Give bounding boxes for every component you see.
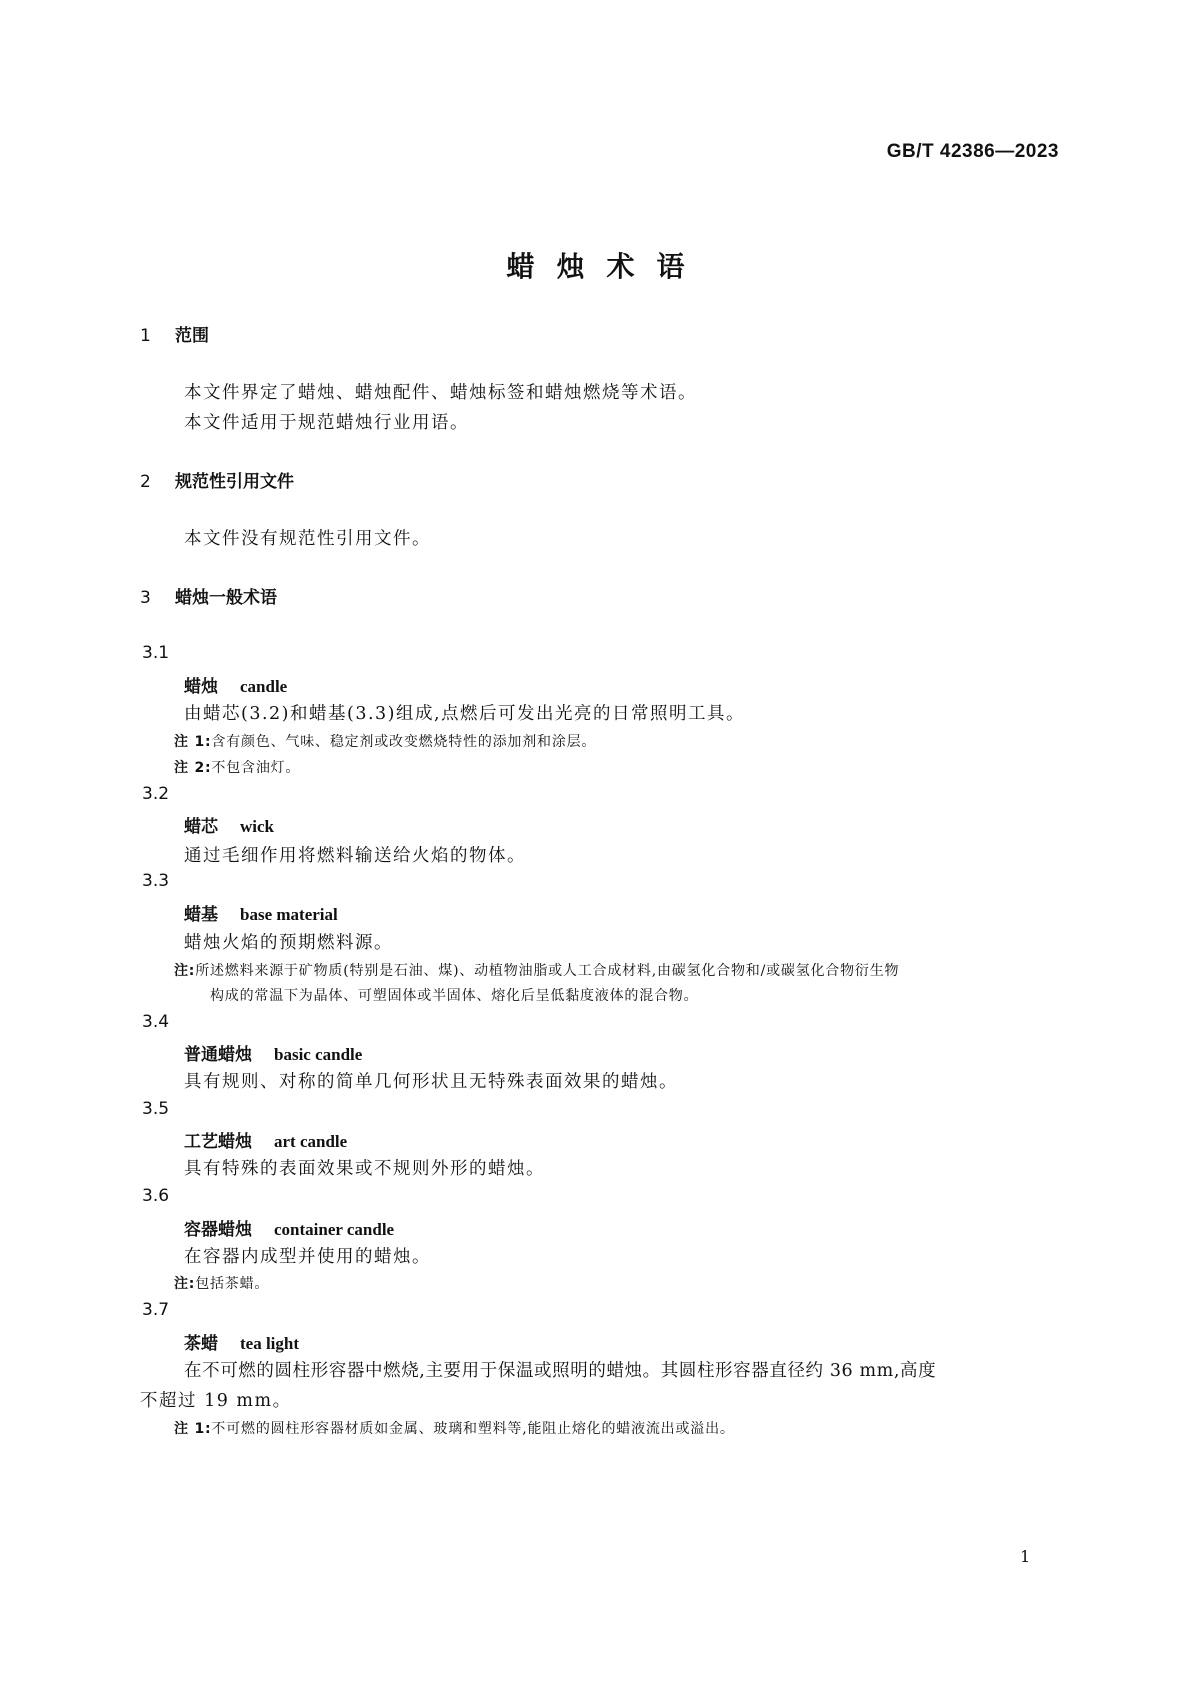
- term-note: [174, 1273, 269, 1293]
- term-zh: 普通蜡烛: [184, 1045, 252, 1065]
- term-note: [174, 1418, 735, 1438]
- note-label: 注 2:: [174, 760, 212, 776]
- term-definition-continuation: 不超过 19 mm。: [140, 1391, 292, 1411]
- term-note: [174, 731, 596, 751]
- paragraph: 本文件界定了蜡烛、蜡烛配件、蜡烛标签和蜡烛燃烧等术语。: [184, 383, 697, 403]
- note-text: 所述燃料来源于矿物质(特别是石油、煤)、动植物油脂或人工合成材料,由碳氢化合物和/或碳氢化合物衍生物: [195, 963, 900, 979]
- paragraph: 本文件没有规范性引用文件。: [184, 529, 431, 549]
- term-definition: 通过毛细作用将燃料输送给火焰的物体。: [184, 846, 526, 866]
- term-zh: 蜡烛: [184, 677, 218, 697]
- term-zh: 容器蜡烛: [184, 1220, 252, 1240]
- term-en: art candle: [274, 1132, 348, 1151]
- term-heading: [184, 1040, 362, 1065]
- section-title: 蜡烛一般术语: [175, 588, 277, 608]
- term-definition: 具有规则、对称的简单几何形状且无特殊表面效果的蜡烛。: [184, 1072, 678, 1092]
- term-number: 3.5: [142, 1099, 170, 1119]
- section-title: 范围: [175, 326, 209, 346]
- term-en: basic candle: [274, 1045, 363, 1064]
- term-en: wick: [240, 817, 274, 836]
- note-text: 不可燃的圆柱形容器材质如金属、玻璃和塑料等,能阻止熔化的蜡液流出或溢出。: [211, 1421, 735, 1437]
- term-note-continuation: 构成的常温下为晶体、可塑固体或半固体、熔化后呈低黏度液体的混合物。: [210, 988, 699, 1004]
- note-label: 注 1:: [174, 734, 212, 750]
- note-label: 注:: [174, 1276, 196, 1292]
- term-heading: [184, 672, 287, 697]
- term-heading: [184, 812, 274, 837]
- document-title: 蜡烛术语: [506, 250, 707, 283]
- section-number: 1: [140, 326, 151, 346]
- term-number: 3.1: [142, 643, 170, 663]
- term-heading: [184, 1127, 347, 1152]
- term-en: base material: [240, 905, 338, 924]
- term-note: [174, 960, 899, 980]
- standard-number: GB/T 42386—2023: [886, 141, 1059, 162]
- note-label: 注 1:: [174, 1421, 212, 1437]
- note-text: 含有颜色、气味、稳定剂或改变燃烧特性的添加剂和涂层。: [211, 734, 597, 750]
- term-en: container candle: [274, 1220, 395, 1239]
- term-number: 3.7: [142, 1300, 170, 1320]
- term-definition: 由蜡芯(3.2)和蜡基(3.3)组成,点燃后可发出光亮的日常照明工具。: [184, 704, 746, 724]
- term-heading: [184, 900, 338, 925]
- section-heading-2: [140, 467, 294, 492]
- term-en: candle: [240, 677, 288, 696]
- term-zh: 工艺蜡烛: [184, 1132, 252, 1152]
- term-zh: 蜡基: [184, 905, 218, 925]
- term-definition: 在不可燃的圆柱形容器中燃烧,主要用于保温或照明的蜡烛。其圆柱形容器直径约 36 mm,高度: [184, 1361, 937, 1381]
- note-text: 不包含油灯。: [211, 760, 301, 776]
- page-number: 1: [1020, 1547, 1031, 1566]
- term-en: tea light: [240, 1334, 300, 1353]
- paragraph: 本文件适用于规范蜡烛行业用语。: [184, 413, 469, 433]
- term-number: 3.6: [142, 1186, 170, 1206]
- note-label: 注:: [174, 963, 196, 979]
- term-number: 3.3: [142, 871, 170, 891]
- section-heading-3: [140, 583, 277, 608]
- section-title: 规范性引用文件: [175, 472, 294, 492]
- note-text: 包括茶蜡。: [195, 1276, 270, 1292]
- term-note: [174, 757, 300, 777]
- term-definition: 在容器内成型并使用的蜡烛。: [184, 1247, 431, 1267]
- term-heading: [184, 1215, 394, 1240]
- term-number: 3.4: [142, 1012, 170, 1032]
- term-zh: 蜡芯: [184, 817, 218, 837]
- term-heading: [184, 1329, 299, 1354]
- term-definition: 具有特殊的表面效果或不规则外形的蜡烛。: [184, 1159, 545, 1179]
- term-zh: 茶蜡: [184, 1334, 218, 1354]
- term-number: 3.2: [142, 784, 170, 804]
- section-heading-1: [140, 321, 209, 346]
- term-definition: 蜡烛火焰的预期燃料源。: [184, 933, 393, 953]
- section-number: 3: [140, 588, 151, 608]
- section-number: 2: [140, 472, 151, 492]
